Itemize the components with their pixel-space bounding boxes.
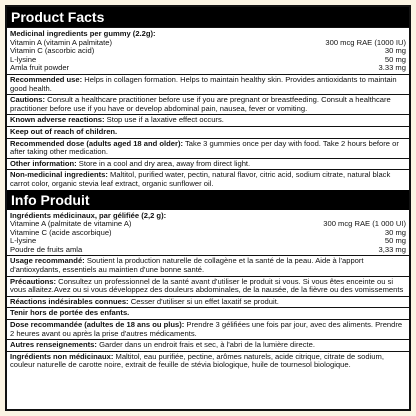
product-facts-panel bbox=[5, 5, 411, 411]
fr-adverse-reactions bbox=[7, 296, 409, 308]
en-dose-label: Recommended dose (adults aged 18 and older): bbox=[10, 138, 184, 148]
ingredient-row bbox=[10, 246, 406, 255]
en-cautions-text: Consult a healthcare practitioner before use if you are pregnant or breastfeeding. Consult a healthcare practitioner before use if you have or develop abdominal pain, nausea, fever or vomiting. bbox=[10, 95, 391, 113]
fr-other-text: Garder dans un endroit frais et sec, à l'abri de la lumière directe. bbox=[99, 340, 315, 350]
en-nonmedicinal bbox=[7, 169, 409, 189]
ingredient-name: Amla fruit powder bbox=[10, 63, 70, 73]
ingredient-amount: 50 mg bbox=[384, 236, 406, 246]
fr-adverse-text: Cesser d'utiliser si un effet laxatif se produit. bbox=[130, 296, 279, 306]
info-produit-title: Info Produit bbox=[7, 190, 409, 210]
en-nonmed-label: Non-medicinal ingredients: bbox=[10, 170, 108, 180]
en-cautions-label: Cautions: bbox=[10, 95, 46, 105]
ingredient-amount: 300 mcg RAE (1000 IU) bbox=[325, 37, 406, 47]
ingredient-row bbox=[10, 56, 406, 65]
en-nonmed-text: Maltitol, purified water, pectin, natural flavor, citric acid, sodium citrate, natural black carrot color, organic stevia leaf extract, organic sunflower oil. bbox=[10, 170, 391, 188]
fr-nonmedicinal bbox=[7, 351, 409, 371]
fr-adverse-label: Réactions indésirables connues: bbox=[10, 296, 129, 306]
ingredient-name: L-lysine bbox=[10, 54, 37, 64]
en-adverse-text: Stop use if a laxative effect occurs. bbox=[106, 115, 224, 125]
fr-cautions-text: Consultez un professionnel de la santé avant d'utiliser le produit si vous. Si vous êtes enceinte ou si vous allaitez.Avez ou si vous développez des douleurs abdominales, de la nausée, de la fièvre ou des vomissements bbox=[10, 276, 404, 295]
fr-recommended-use-text: Soutient la production naturelle de collagène et la santé de la peau. Aide à l'apport d'antioxydants, essentiels au maintien d'une bonne santé. bbox=[10, 256, 364, 275]
en-dose-text: Take 3 gummies once per day with food. Take 2 hours before or after taking other medication. bbox=[10, 138, 399, 157]
en-adverse-reactions bbox=[7, 114, 409, 126]
fr-nonmed-text: Maltitol, eau purifiée, pectine, arômes naturels, acide citrique, citrate de sodium, couleur naturelle de carotte noire, extrait de feuille de stévia biologique, huile de tournesol biologique. bbox=[10, 351, 384, 370]
ingredient-amount: 30 mg bbox=[384, 227, 406, 237]
fr-recommended-use bbox=[7, 255, 409, 275]
ingredient-name: Vitamine C (acide ascorbique) bbox=[10, 227, 112, 237]
fr-dose-text: Prendre 3 gélifiées une fois par jour, avec des aliments. Prendre 2 heures avant ou après la prise d'autres médicaments. bbox=[10, 320, 403, 338]
en-ingredients-heading: Medicinal ingredients per gummy (2.2g): bbox=[10, 29, 156, 38]
en-keep-out-text: Keep out of reach of children. bbox=[10, 126, 118, 136]
fr-cautions-label: Précautions: bbox=[10, 276, 56, 286]
en-recommended-use bbox=[7, 74, 409, 94]
fr-ingredients-section bbox=[7, 210, 409, 256]
fr-other-info bbox=[7, 339, 409, 351]
ingredient-name: Poudre de fruits amla bbox=[10, 244, 83, 254]
ingredient-row bbox=[10, 47, 406, 56]
en-recommended-use-label: Recommended use: bbox=[10, 74, 83, 84]
en-cautions bbox=[7, 94, 409, 114]
en-recommended-use-text: Helps in collagen formation. Helps to maintain healthy skin. Provides antioxidants to maintain good health. bbox=[10, 74, 397, 93]
fr-recommended-use-label: Usage recommandé: bbox=[10, 256, 85, 266]
en-other-text: Store in a cool and dry area, away from direct light. bbox=[78, 158, 251, 168]
ingredient-row bbox=[10, 64, 406, 73]
en-ingredients-section bbox=[7, 27, 409, 74]
ingredient-amount: 300 mcg RAE (1 000 UI) bbox=[323, 219, 406, 229]
fr-dose bbox=[7, 319, 409, 339]
ingredient-name: Vitamin C (ascorbic acid) bbox=[10, 46, 95, 56]
ingredient-row bbox=[10, 229, 406, 238]
en-other-info bbox=[7, 158, 409, 170]
ingredient-name: L-lysine bbox=[10, 236, 37, 246]
ingredient-amount: 3,33 mg bbox=[378, 244, 406, 254]
en-dose bbox=[7, 138, 409, 158]
fr-other-label: Autres renseignements: bbox=[10, 340, 97, 350]
fr-keep-out bbox=[7, 307, 409, 319]
fr-nonmed-label: Ingrédients non médicinaux: bbox=[10, 351, 114, 361]
en-keep-out bbox=[7, 126, 409, 138]
ingredient-name: Vitamine A (palmitate de vitamine A) bbox=[10, 219, 132, 229]
ingredient-name: Vitamin A (vitamin A palmitate) bbox=[10, 37, 112, 47]
product-facts-title: Product Facts bbox=[7, 7, 409, 27]
ingredient-amount: 30 mg bbox=[384, 46, 406, 56]
ingredient-amount: 50 mg bbox=[384, 54, 406, 64]
ingredient-amount: 3.33 mg bbox=[378, 63, 406, 73]
fr-ingredients-heading: Ingrédients médicinaux, par gélifiée (2,2 g): bbox=[10, 210, 167, 220]
fr-dose-label: Dose recommandée (adultes de 18 ans ou plus): bbox=[10, 320, 185, 330]
en-adverse-label: Known adverse reactions: bbox=[10, 115, 105, 125]
fr-cautions bbox=[7, 276, 409, 296]
fr-keep-out-text: Tenir hors de portée des enfants. bbox=[10, 308, 130, 318]
en-other-label: Other information: bbox=[10, 158, 77, 168]
